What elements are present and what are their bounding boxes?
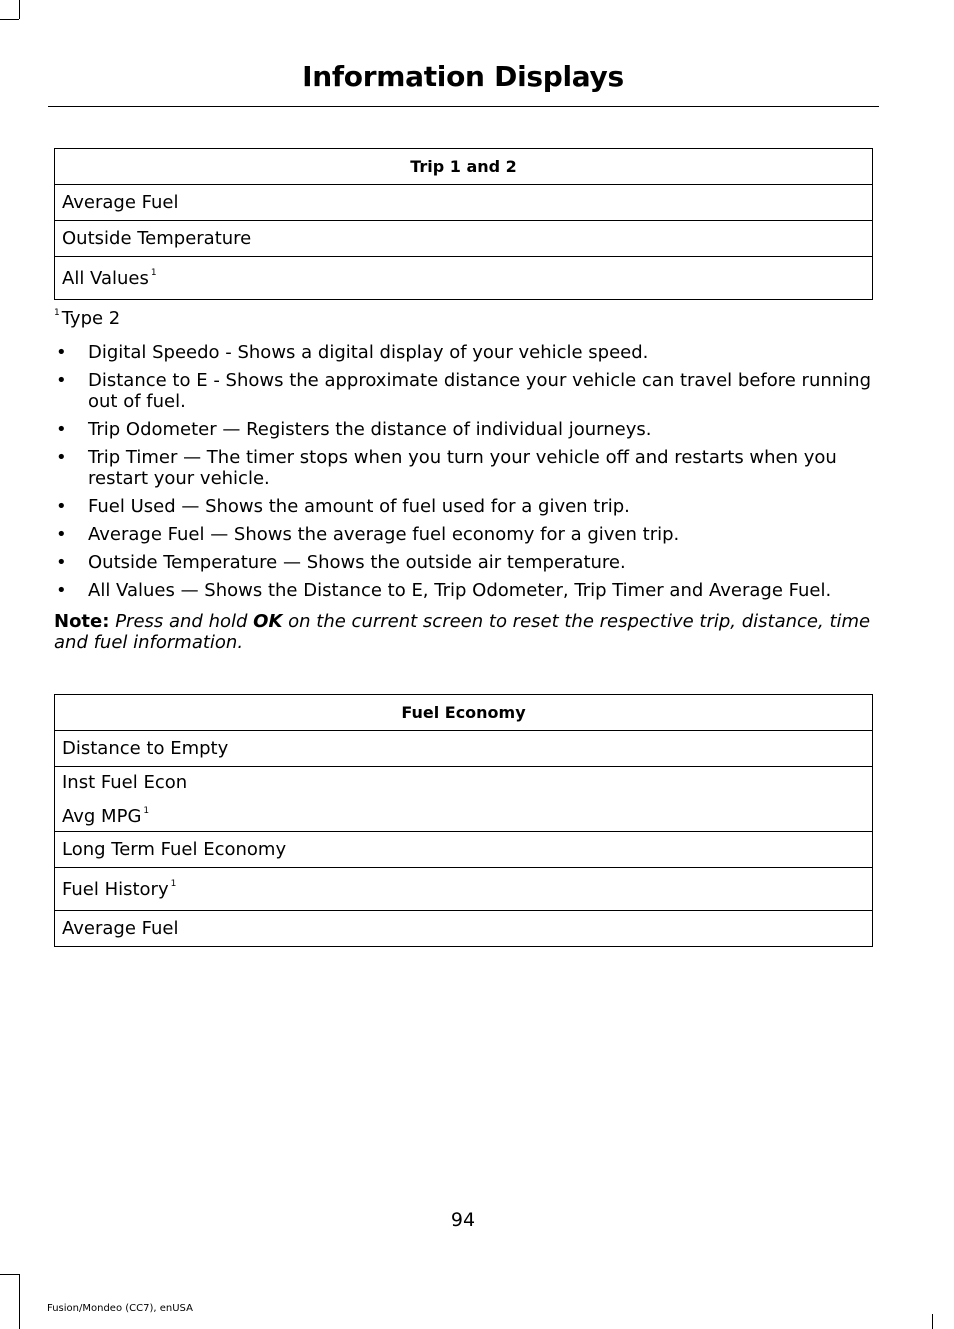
crop-mark [19,1274,20,1329]
list-item [54,496,876,517]
row-label: Distance to Empty [62,738,229,759]
page-title: Information Displays [302,60,624,93]
crop-mark [932,1314,933,1329]
bullet-icon: • [56,496,67,517]
list-item-text: Trip Timer — The timer stops when you turn your vehicle off and restarts when you restart your vehicle. [88,447,837,489]
trip-table-row [55,257,873,300]
footnote-marker: 1 [54,308,60,318]
footnote-marker: 1 [170,878,177,889]
bullet-icon: • [56,580,67,601]
list-item-text: Distance to E - Shows the approximate distance your vehicle can travel before running out of fuel. [88,370,871,412]
trip-table-row [55,185,873,221]
list-item-text: Fuel Used — Shows the amount of fuel used for a given trip. [88,496,630,517]
fuel-table-row [55,832,873,868]
bullet-icon: • [56,419,67,440]
fuel-table-row [55,911,873,947]
note-text: Press and hold [115,611,248,632]
bullet-list [54,342,876,608]
list-item [54,419,876,440]
fuel-table-row [55,731,873,767]
bullet-icon: • [56,524,67,545]
bullet-icon: • [56,342,67,363]
list-item [54,370,876,412]
list-item-text: Trip Odometer — Registers the distance of individual journeys. [88,419,652,440]
fuel-economy-table [54,694,873,947]
table-footnote [54,308,120,329]
list-item [54,447,876,489]
footnote-text: Type 2 [61,308,121,329]
row-label: All Values [62,267,149,289]
row-label: Avg MPG [62,805,142,827]
crop-mark [19,0,20,19]
row-label-line [62,797,865,831]
row-label: Average Fuel [62,918,179,939]
list-item-text: Average Fuel — Shows the average fuel economy for a given trip. [88,524,680,545]
trip-table [54,148,873,300]
bullet-icon: • [56,447,67,468]
note-text: on the current screen to reset the respective trip, distance, time and fuel information. [54,611,871,653]
fuel-table-row [55,868,873,911]
footer-text: Fusion/Mondeo (CC7), enUSA [47,1303,193,1314]
fuel-table-row [55,767,873,832]
header-rule [48,106,879,107]
row-label: Long Term Fuel Economy [62,839,287,860]
bullet-icon: • [56,370,67,391]
bullet-icon: • [56,552,67,573]
row-label: Average Fuel [62,192,179,213]
note-key: OK [253,611,283,632]
list-item [54,342,876,363]
row-label: Fuel History [62,878,169,900]
list-item [54,580,876,601]
list-item-text: Digital Speedo - Shows a digital display of your vehicle speed. [88,342,649,363]
fuel-table-heading: Fuel Economy [55,695,873,731]
trip-table-heading: Trip 1 and 2 [55,149,873,185]
list-item [54,524,876,545]
trip-table-row [55,221,873,257]
note-paragraph [54,611,876,653]
note-label: Note: [54,611,110,632]
footnote-marker: 1 [143,805,150,816]
crop-mark [0,1274,19,1275]
list-item-text: All Values — Shows the Distance to E, Trip Odometer, Trip Timer and Average Fuel. [88,580,832,601]
list-item-text: Outside Temperature — Shows the outside air temperature. [88,552,626,573]
crop-mark [0,19,19,20]
list-item [54,552,876,573]
row-label: Outside Temperature [62,228,252,249]
page-number: 94 [450,1209,476,1231]
row-label: Inst Fuel Econ [62,771,188,793]
footnote-marker: 1 [150,267,157,278]
